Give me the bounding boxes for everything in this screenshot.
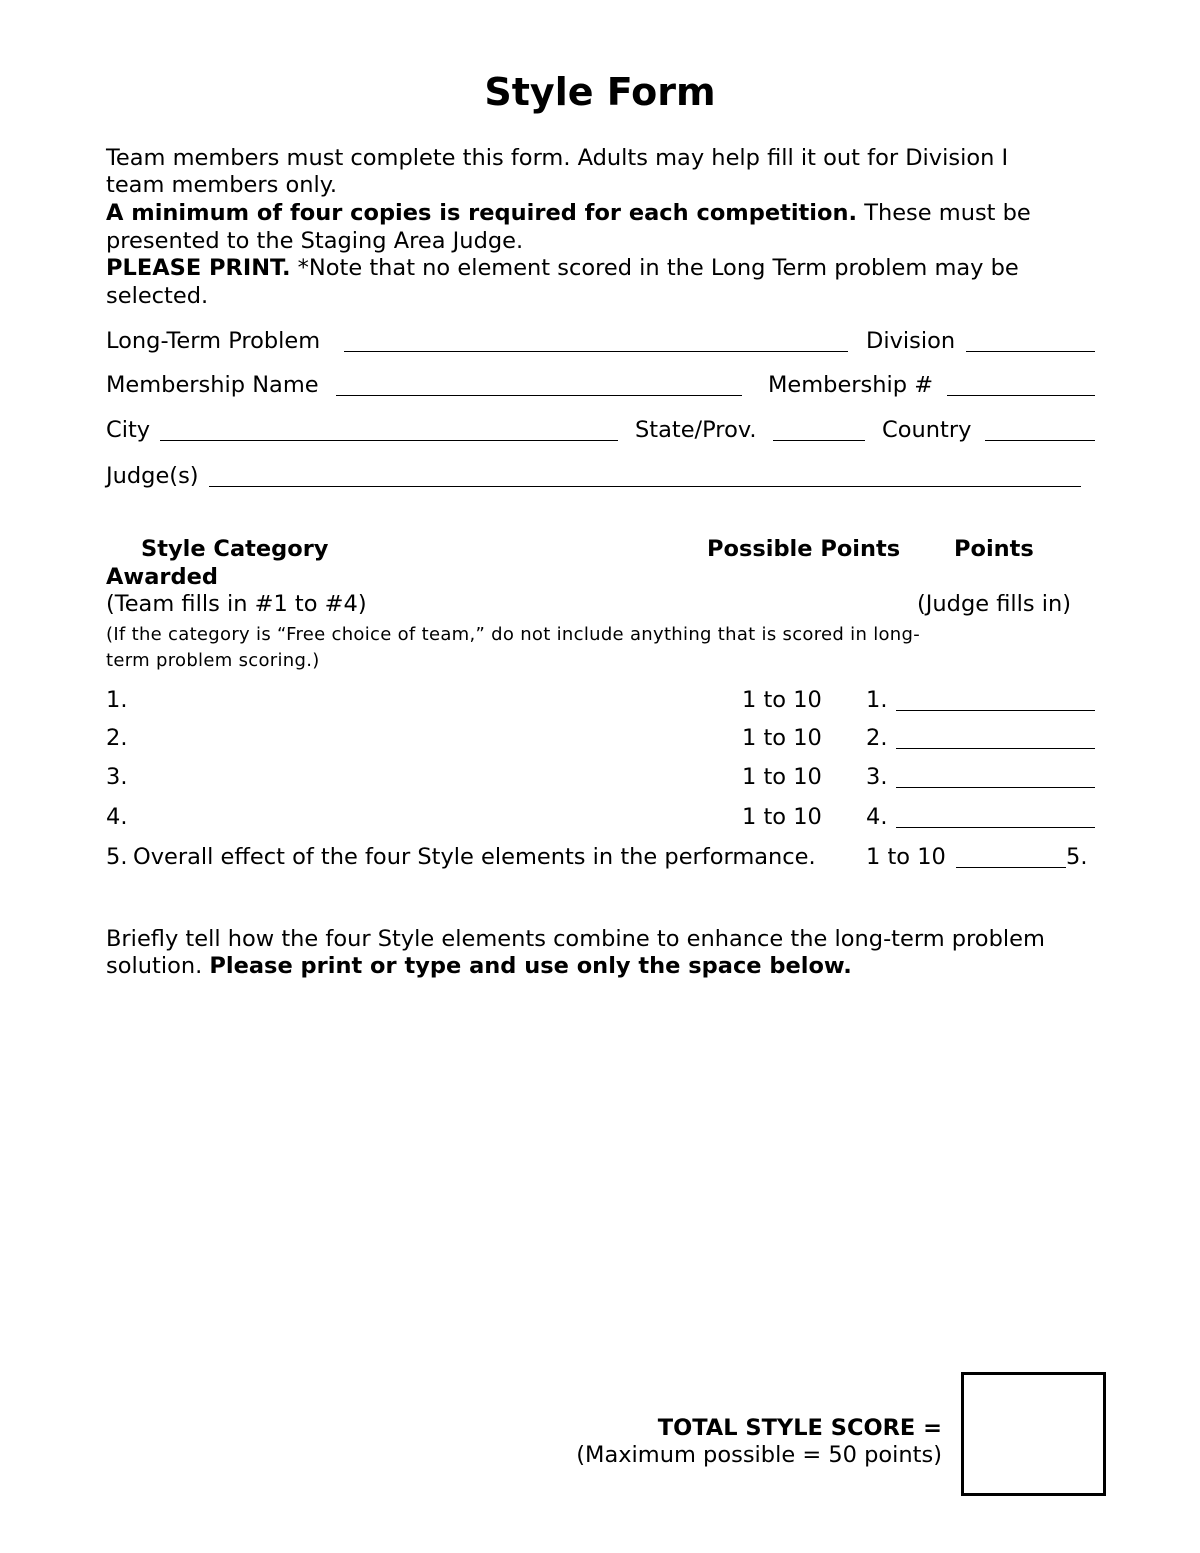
row-1-award-blank[interactable] bbox=[896, 710, 1095, 711]
total-style-score-label: TOTAL STYLE SCORE = bbox=[657, 1415, 942, 1441]
row-4-number: 4. bbox=[106, 804, 128, 830]
row-5-suffix: 5. bbox=[1066, 844, 1088, 870]
brief-line-2 bbox=[106, 953, 852, 980]
judges-blank[interactable] bbox=[209, 486, 1081, 487]
city-blank[interactable] bbox=[160, 440, 618, 441]
page-title: Style Form bbox=[484, 70, 716, 114]
row-1-range: 1 to 10 bbox=[742, 687, 822, 713]
style-category-header: Style Category bbox=[141, 536, 329, 562]
row-4-award-number: 4. bbox=[866, 804, 888, 830]
row-5-number: 5. bbox=[106, 844, 128, 870]
city-label: City bbox=[106, 417, 151, 443]
total-score-box[interactable] bbox=[961, 1372, 1106, 1496]
judges-label: Judge(s) bbox=[106, 463, 199, 489]
awarded-header: Awarded bbox=[106, 564, 218, 590]
team-fills-note: (Team fills in #1 to #4) bbox=[106, 591, 367, 617]
intro-line-3-rest: These must be bbox=[857, 200, 1031, 226]
copies-requirement: A minimum of four copies is required for each competition. bbox=[106, 200, 858, 226]
intro-line-5-rest: *Note that no element scored in the Long Term problem may be bbox=[290, 255, 1019, 281]
division-blank[interactable] bbox=[966, 351, 1095, 352]
intro-line-4: presented to the Staging Area Judge. bbox=[106, 228, 524, 254]
country-blank[interactable] bbox=[985, 440, 1095, 441]
intro-line-2: team members only. bbox=[106, 172, 337, 198]
long-term-problem-blank[interactable] bbox=[344, 351, 848, 352]
free-choice-note-line-1: (If the category is “Free choice of team,” do not include anything that is scored in long- bbox=[106, 624, 921, 645]
please-print: PLEASE PRINT. bbox=[106, 255, 291, 281]
brief-line-2-start: solution. bbox=[106, 953, 210, 979]
row-5-award-blank[interactable] bbox=[956, 867, 1066, 868]
membership-name-label: Membership Name bbox=[106, 372, 319, 398]
intro-line-5 bbox=[106, 255, 1019, 282]
row-3-award-blank[interactable] bbox=[896, 787, 1095, 788]
intro-line-6: selected. bbox=[106, 283, 209, 309]
membership-number-blank[interactable] bbox=[947, 395, 1095, 396]
row-1-number: 1. bbox=[106, 687, 128, 713]
row-5-text: Overall effect of the four Style elements in the performance. bbox=[133, 844, 816, 870]
country-label: Country bbox=[882, 417, 972, 443]
judge-fills-note: (Judge fills in) bbox=[917, 591, 1072, 617]
membership-name-blank[interactable] bbox=[336, 395, 742, 396]
state-prov-label: State/Prov. bbox=[635, 417, 757, 443]
row-2-range: 1 to 10 bbox=[742, 725, 822, 751]
row-2-award-number: 2. bbox=[866, 725, 888, 751]
maximum-possible-note: (Maximum possible = 50 points) bbox=[576, 1442, 942, 1468]
state-prov-blank[interactable] bbox=[773, 440, 865, 441]
row-3-number: 3. bbox=[106, 764, 128, 790]
row-5-range: 1 to 10 bbox=[866, 844, 946, 870]
row-1-award-number: 1. bbox=[866, 687, 888, 713]
intro-line-3 bbox=[106, 200, 1031, 227]
row-2-award-blank[interactable] bbox=[896, 748, 1095, 749]
row-3-range: 1 to 10 bbox=[742, 764, 822, 790]
row-2-number: 2. bbox=[106, 725, 128, 751]
brief-instruction: Please print or type and use only the space below. bbox=[209, 953, 852, 979]
row-3-award-number: 3. bbox=[866, 764, 888, 790]
membership-number-label: Membership # bbox=[768, 372, 934, 398]
possible-points-header: Possible Points bbox=[707, 536, 901, 562]
free-choice-note-line-2: term problem scoring.) bbox=[106, 650, 320, 671]
intro-line-1: Team members must complete this form. Adults may help fill it out for Division I bbox=[106, 145, 1009, 171]
points-header: Points bbox=[954, 536, 1034, 562]
brief-line-1: Briefly tell how the four Style elements combine to enhance the long-term problem bbox=[106, 926, 1045, 952]
division-label: Division bbox=[866, 328, 956, 354]
long-term-problem-label: Long-Term Problem bbox=[106, 328, 321, 354]
row-4-award-blank[interactable] bbox=[896, 827, 1095, 828]
row-4-range: 1 to 10 bbox=[742, 804, 822, 830]
